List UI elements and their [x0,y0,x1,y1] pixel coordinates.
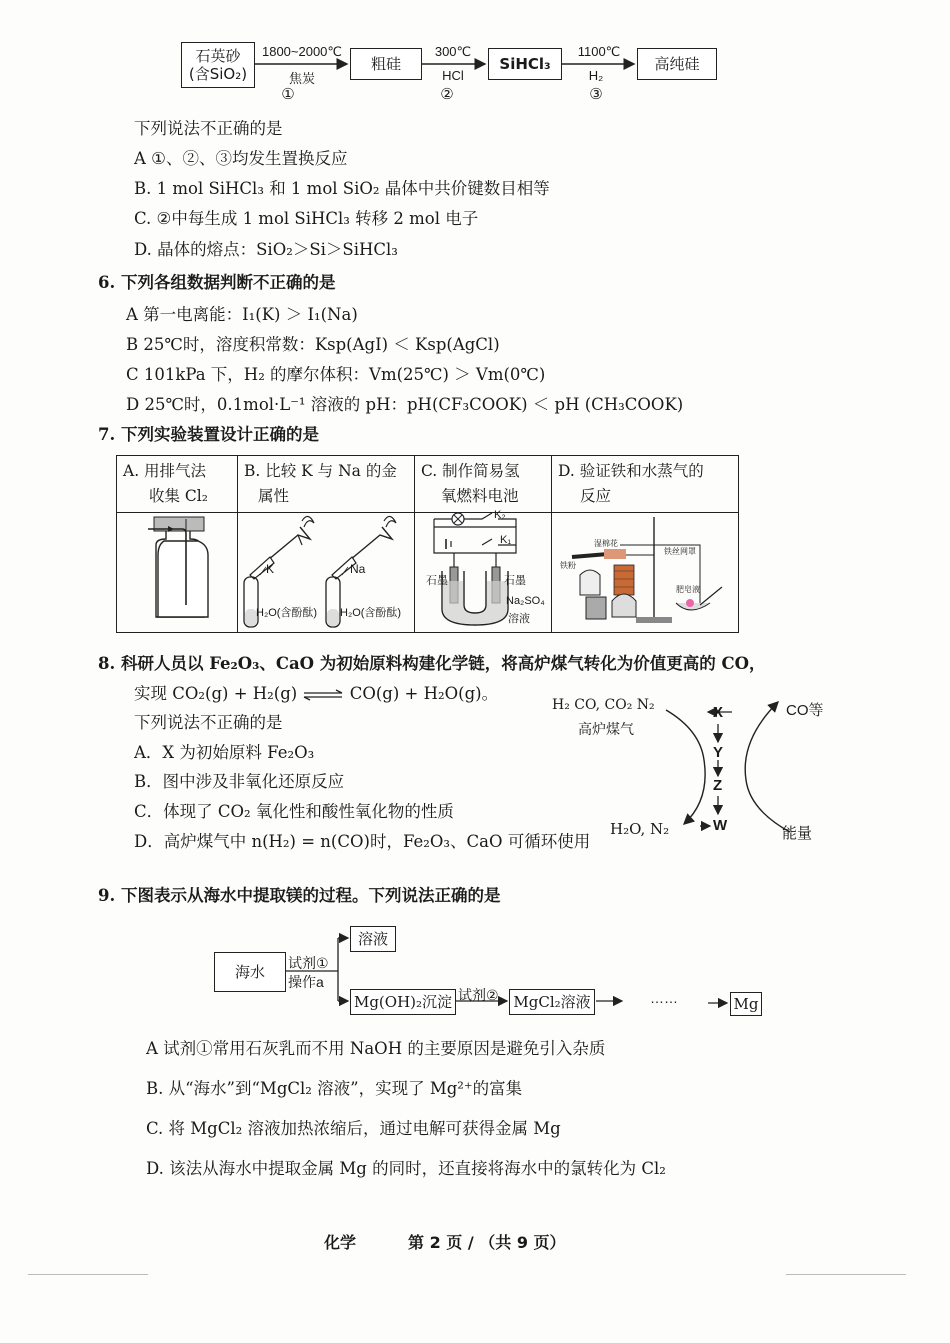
q6-option-a: A 第一电离能：I₁(K) ＞ I₁(Na) [126,305,358,324]
q9-option-a: A 试剂①常用石灰乳而不用 NaOH 的主要原因是避免引入杂质 [146,1039,606,1058]
box-mgcl2: MgCl₂溶液 [509,989,595,1015]
footer-page-number: 第 2 页 / （共 9 页） [408,1233,566,1252]
q8-stem-line3: 下列说法不正确的是 [134,713,283,732]
box-mg: Mg [730,992,762,1016]
label-iron-powder: 铁粉 [560,561,576,570]
label-na2so4: Na₂SO₄ [506,595,545,607]
q7-option-b: B. 比较 K 与 Na 的金 属性 [238,456,415,513]
gas-bottle-figure [118,505,234,633]
q8-node-z: Z [713,777,723,794]
q6-option-b: B 25℃时，溶度积常数：Ksp(AgI) ＜ Ksp(AgCl) [126,335,500,354]
q8-option-d: D．高炉煤气中 n(H₂) = n(CO)时，Fe₂O₃、CaO 可循环使用 [134,832,591,851]
q9-reagent2: 试剂② [458,987,499,1003]
q9-option-d: D. 该法从海水中提取金属 Mg 的同时，还直接将海水中的氯转化为 Cl₂ [146,1159,666,1178]
q6-option-d: D 25℃时，0.1mol·L⁻¹ 溶液的 pH：pH(CF₃COOK) ＜ pH (CH₃COOK) [126,395,684,414]
q8-label-out2: H₂O, N₂ [610,820,670,838]
q8-option-c: C．体现了 CO₂ 氧化性和酸性氧化物的性质 [134,802,454,821]
arrow3-label-bottom: H₂ [588,68,604,83]
arrow1-number: ① [281,86,295,103]
label-k1: K₁ [500,534,512,546]
q8-stem-line1: 8. 科研人员以 Fe₂O₃、CaO 为初始原料构建化学链，将高炉煤气转化为价值更高的 CO， [98,654,766,673]
label-water-phenol-2: H₂O(含酚酞) [340,607,402,619]
q7-option-d: D. 验证铁和水蒸气的 反应 [552,456,739,513]
q7-stem: 7. 下列实验装置设计正确的是 [98,425,319,444]
label-soap-solution: 肥皂液 [676,585,700,594]
box-solution: 溶液 [350,926,396,952]
box-crude-silicon: 粗硅 [350,48,422,80]
q6-stem: 6. 下列各组数据判断不正确的是 [98,273,336,292]
q8-node-x: X [713,704,724,721]
box-pure-silicon: 高纯硅 [637,48,717,80]
label-water-phenol-1: H₂O(含酚酞) [256,607,318,619]
q8-node-w: W [713,817,728,834]
arrow1-label-bottom: 焦炭 [288,71,315,86]
q8-option-b: B．图中涉及非氧化还原反应 [134,772,345,791]
q9-ellipsis: …… [650,990,678,1006]
arrow2-label-bottom: HCl [442,68,464,83]
q5-option-b: B. 1 mol SiHCl₃ 和 1 mol SiO₂ 晶体中共价键数目相等 [134,179,550,198]
label-graphite-left: 石墨 [426,575,448,587]
q8-label-out1: CO等 [786,702,824,719]
q8-option-a: A．X 为初始原料 Fe₂O₃ [134,743,315,762]
label-k: K [266,562,275,576]
label-wire-net: 铁丝网罩 [664,547,696,556]
q5-option-c: C. ②中每生成 1 mol SiHCl₃ 转移 2 mol 电子 [134,209,479,228]
footer-subject: 化学 [324,1233,357,1252]
label-wet-cotton: 湿棉花 [594,539,618,548]
arrow3-number: ③ [589,86,603,103]
q5-stem: 下列说法不正确的是 [134,119,283,138]
label-graphite-right: 石墨 [504,575,526,587]
box-seawater: 海水 [214,952,286,992]
q8-stem-line2: 实现 CO₂(g) + H₂(g) CO(g) + H₂O(g)。 [134,684,499,703]
q9-reagent1: 试剂① [288,955,329,971]
footer-rule-right [786,1274,906,1275]
box-sihcl3: SiHCl₃ [488,48,562,80]
q9-stem: 9. 下图表示从海水中提取镁的过程。下列说法正确的是 [98,886,501,905]
q8-label-in2: 高炉煤气 [578,721,634,737]
box-mgoh2: Mg(OH)₂沉淀 [350,989,456,1015]
label-solution: 溶液 [508,613,530,625]
label-k2: K₂ [494,509,506,521]
q7-option-c: C. 制作简易氢 氧燃料电池 [415,456,552,513]
arrow2-number: ② [440,86,454,103]
equilibrium-arrow [302,689,344,701]
q9-operation-a: 操作a [288,974,324,990]
q9-option-c: C. 将 MgCl₂ 溶液加热浓缩后，通过电解可获得金属 Mg [146,1119,561,1138]
iron-steam-figure [550,505,738,633]
arrow2-label-top: 300℃ [434,44,472,59]
q8-label-energy: 能量 [782,825,813,842]
footer-rule-left [28,1274,148,1275]
q9-option-b: B. 从“海水”到“MgCl₂ 溶液”，实现了 Mg²⁺的富集 [146,1079,523,1098]
q8-node-y: Y [713,744,724,761]
q6-option-c: C 101kPa 下，H₂ 的摩尔体积：Vm(25℃) ＞ Vm(0℃) [126,365,546,384]
label-na: Na [350,562,366,576]
q5-option-d: D. 晶体的熔点：SiO₂＞Si＞SiHCl₃ [134,240,398,259]
arrow3-label-top: 1100℃ [577,44,621,59]
arrow1-label-top: 1800~2000℃ [261,44,343,59]
q5-option-a: A ①、②、③均发生置换反应 [134,149,348,168]
q8-label-in1: H₂ CO, CO₂ N₂ [552,697,655,713]
q9-flow-arrows [0,900,950,1030]
q7-option-a: A. 用排气法 收集 Cl₂ [117,456,238,513]
box-quartz: 石英砂 (含SiO₂) [181,42,255,88]
